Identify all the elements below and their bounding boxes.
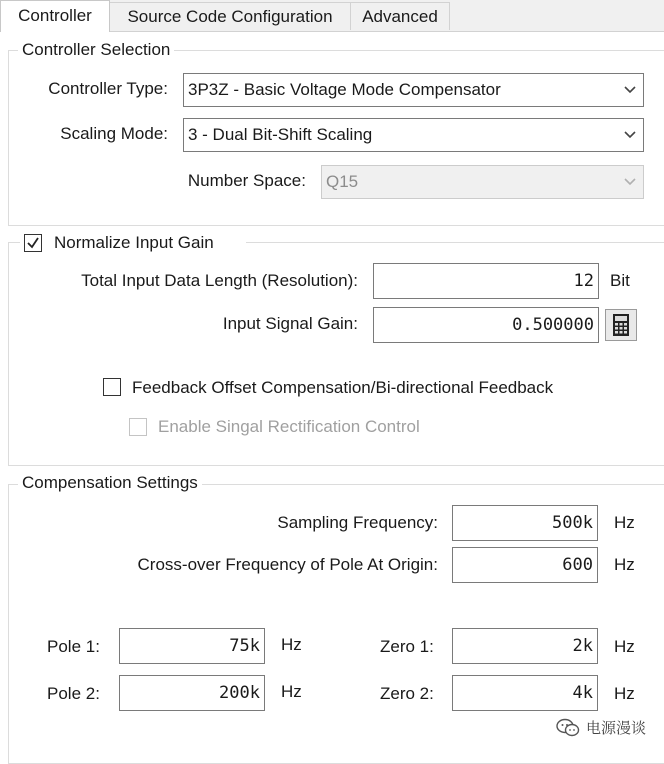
calculator-button[interactable] [605,309,637,341]
input-signal-gain-label: Input Signal Gain: [222,314,358,333]
pole2-unit: Hz [281,682,302,701]
wechat-icon [556,718,580,738]
crossover-frequency-field[interactable]: 600 [452,547,598,583]
controller-type-label: Controller Type: [48,79,168,98]
zero1-field[interactable]: 2k [452,628,598,664]
tab-source-code-label: Source Code Configuration [127,7,333,26]
zero1-label: Zero 1: [380,637,434,656]
tab-advanced[interactable] [350,2,450,30]
normalize-input-gain-label: Normalize Input Gain [54,233,214,252]
feedback-offset-checkbox[interactable] [103,378,121,396]
pole1-unit: Hz [281,635,302,654]
zero1-unit: Hz [614,637,635,656]
watermark [556,717,646,738]
input-signal-gain-field[interactable]: 0.500000 [373,307,599,343]
rectification-label: Enable Singal Rectification Control [158,417,420,436]
zero2-unit: Hz [614,684,635,703]
pole2-field[interactable]: 200k [119,675,265,711]
scaling-mode-value: 3 - Dual Bit-Shift Scaling [188,125,373,144]
zero2-field[interactable]: 4k [452,675,598,711]
compensation-settings-title: Compensation Settings [18,473,202,493]
chevron-down-icon [623,128,637,142]
rectification-checkbox [129,418,147,436]
zero2-label: Zero 2: [380,684,434,703]
number-space-label: Number Space: [187,171,306,190]
total-input-length-unit: Bit [610,271,630,290]
tab-controller[interactable] [0,0,110,32]
normalize-input-gain-checkbox[interactable] [24,234,42,252]
tab-source-code-configuration[interactable] [109,2,351,30]
chevron-down-icon [623,83,637,97]
sampling-frequency-unit: Hz [614,513,635,532]
controller-type-select[interactable] [183,73,644,107]
chevron-down-icon [623,175,637,189]
total-input-length-label: Total Input Data Length (Resolution): [81,271,358,290]
sampling-frequency-label: Sampling Frequency: [277,513,438,532]
watermark-text: 电源漫谈 [585,720,646,737]
calculator-icon [606,310,636,340]
scaling-mode-select[interactable] [183,118,644,152]
controller-type-value: 3P3Z - Basic Voltage Mode Compensator [188,80,501,99]
sampling-frequency-field[interactable]: 500k [452,505,598,541]
number-space-select [321,165,644,199]
tab-controller-label: Controller [18,6,92,25]
feedback-offset-label: Feedback Offset Compensation/Bi-directional Feedback [132,378,554,397]
checkmark-icon [26,236,40,250]
crossover-frequency-unit: Hz [614,555,635,574]
pole1-label: Pole 1: [47,637,100,656]
crossover-frequency-label: Cross-over Frequency of Pole At Origin: [137,555,438,574]
pole1-field[interactable]: 75k [119,628,265,664]
pole2-label: Pole 2: [47,684,100,703]
number-space-value: Q15 [326,172,359,191]
tab-advanced-label: Advanced [362,7,438,26]
controller-selection-title: Controller Selection [18,40,174,60]
total-input-length-field[interactable]: 12 [373,263,599,299]
scaling-mode-label: Scaling Mode: [60,124,168,143]
